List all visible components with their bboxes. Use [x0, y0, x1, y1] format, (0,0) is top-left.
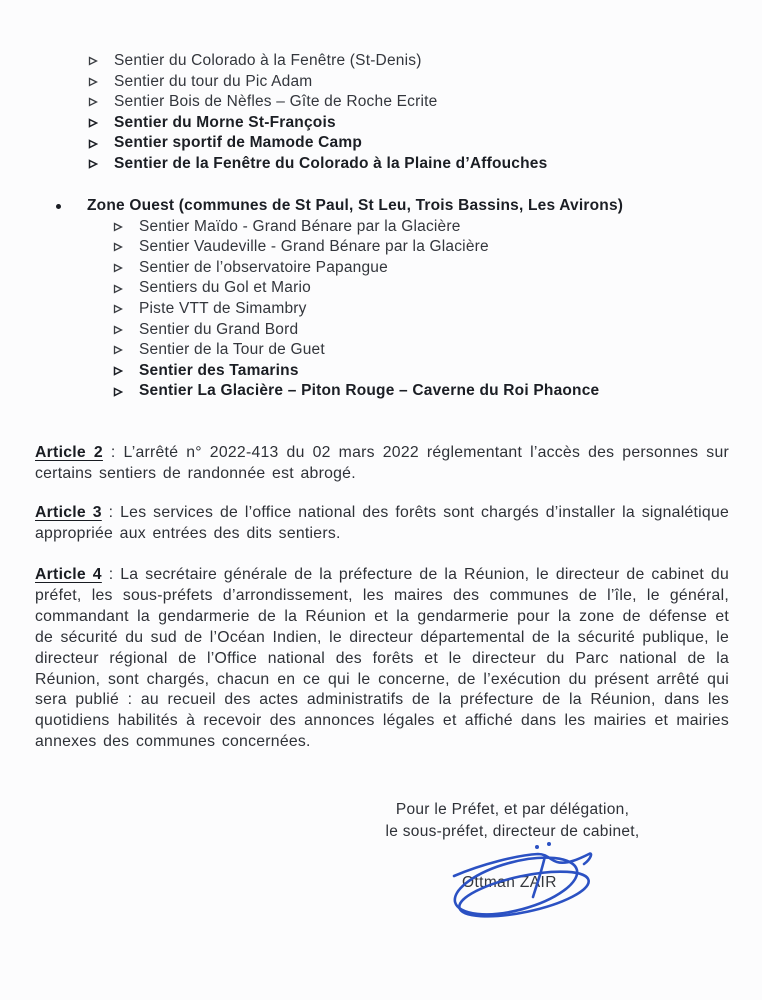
list-item-label: Sentier de la Fenêtre du Colorado à la Plaine d’Affouches [114, 154, 548, 172]
arrow-bullet-icon [113, 340, 139, 361]
article-2-label: Article 2 [35, 444, 103, 461]
article-2-body: L’arrêté n° 2022-413 du 02 mars 2022 réglementant l’accès des personnes sur certains sentiers de randonnée est abrogé. [35, 444, 729, 482]
list-item-label: Sentier La Glacière – Piton Rouge – Caverne du Roi Phaonce [139, 382, 600, 400]
list-item [0, 92, 740, 113]
article-4-body: La secrétaire générale de la préfecture de la Réunion, le directeur de cabinet du préfet, les sous-préfets d’arrondissement, les maires des communes de l’île, le général, commandant la gendarmerie de la Réunion et la gendarmerie pour la zone de défense et de sécurité du sud de l’Océan Indien, le directeur départemental de la sécurité publique, le directeur régional de l’Office national des forêts et le directeur du Parc national de la Réunion, sont chargés, chacun en ce qui le concerne, de l’exécution du présent arrêté qui sera publié : au recueil des actes administratifs de la préfecture de la Réunion, dans les quotidiens habilités à recevoir des annonces légales et affiché dans les mairies et mairies annexes des communes concernées. [35, 566, 730, 751]
arrow-bullet-icon [113, 320, 139, 341]
list-item [0, 340, 740, 361]
list-item-label: Sentiers du Gol et Mario [139, 279, 311, 297]
arrow-bullet-icon [113, 278, 139, 299]
list-item [0, 51, 740, 72]
list-item-label: Sentier Bois de Nèfles – Gîte de Roche Ecrite [114, 93, 438, 111]
zone-ouest-section [0, 196, 740, 402]
list-item [0, 258, 740, 279]
article-3-label: Article 3 [35, 504, 102, 521]
list-item [0, 217, 740, 238]
list-item-label: Sentier du Morne St-François [114, 113, 336, 131]
signature-line-1: Pour le Préfet, et par délégation, [395, 801, 630, 818]
list-item-label: Sentier Vaudeville - Grand Bénare par la Glacière [139, 238, 489, 256]
list-item-label: Piste VTT de Simambry [139, 299, 307, 317]
list-item [0, 299, 740, 320]
article-3-body: Les services de l’office national des forêts sont chargés d’installer la signalétique appropriée aux entrées des dits sentiers. [35, 504, 730, 542]
list-item [0, 278, 740, 299]
handwritten-signature [424, 834, 616, 934]
article-2-colon: : [102, 444, 124, 461]
list-item-label: Sentier Maïdo - Grand Bénare par la Glacière [139, 217, 461, 235]
round-bullet-icon [56, 196, 87, 217]
arrow-bullet-icon [88, 72, 114, 93]
arrow-bullet-icon [88, 154, 114, 175]
arrow-bullet-icon [113, 217, 139, 238]
article-2 [35, 443, 729, 485]
list-item-label: Sentier sportif de Mamode Camp [114, 134, 363, 152]
signature-line-2: le sous-préfet, directeur de cabinet, [385, 822, 640, 840]
zone-ouest-heading-label: Zone Ouest (communes de St Paul, St Leu, Trois Bassins, Les Avirons) [87, 197, 624, 214]
signatory-name: Ottman ZAIR [462, 874, 557, 891]
article-4-label: Article 4 [35, 566, 102, 583]
arrow-bullet-icon [88, 113, 114, 134]
arrow-bullet-icon [88, 133, 114, 154]
list-item-label: Sentier des Tamarins [139, 361, 299, 379]
arrow-bullet-icon [88, 51, 114, 72]
arrow-bullet-icon [88, 92, 114, 113]
trail-list-north [0, 51, 740, 175]
article-3 [35, 503, 729, 545]
arrow-bullet-icon [113, 361, 139, 382]
list-item-label: Sentier de la Tour de Guet [139, 341, 325, 359]
arrow-bullet-icon [113, 381, 139, 402]
list-item-label: Sentier du Colorado à la Fenêtre (St-Denis) [114, 52, 422, 69]
list-item-label: Sentier du tour du Pic Adam [114, 72, 313, 90]
arrow-bullet-icon [113, 299, 139, 320]
list-item [0, 154, 740, 175]
list-item [0, 361, 740, 382]
arrow-bullet-icon [113, 258, 139, 279]
article-4 [35, 565, 729, 753]
list-item [0, 237, 740, 258]
list-item-label: Sentier du Grand Bord [139, 320, 299, 338]
zone-ouest-heading [0, 196, 740, 217]
list-item [0, 113, 740, 134]
arrow-bullet-icon [113, 237, 139, 258]
list-item [0, 72, 740, 93]
list-item [0, 133, 740, 154]
article-3-colon: : [101, 504, 121, 521]
list-item [0, 320, 740, 341]
article-4-colon: : [101, 566, 121, 583]
list-item-label: Sentier de l’observatoire Papangue [139, 258, 388, 276]
list-item [0, 381, 740, 402]
